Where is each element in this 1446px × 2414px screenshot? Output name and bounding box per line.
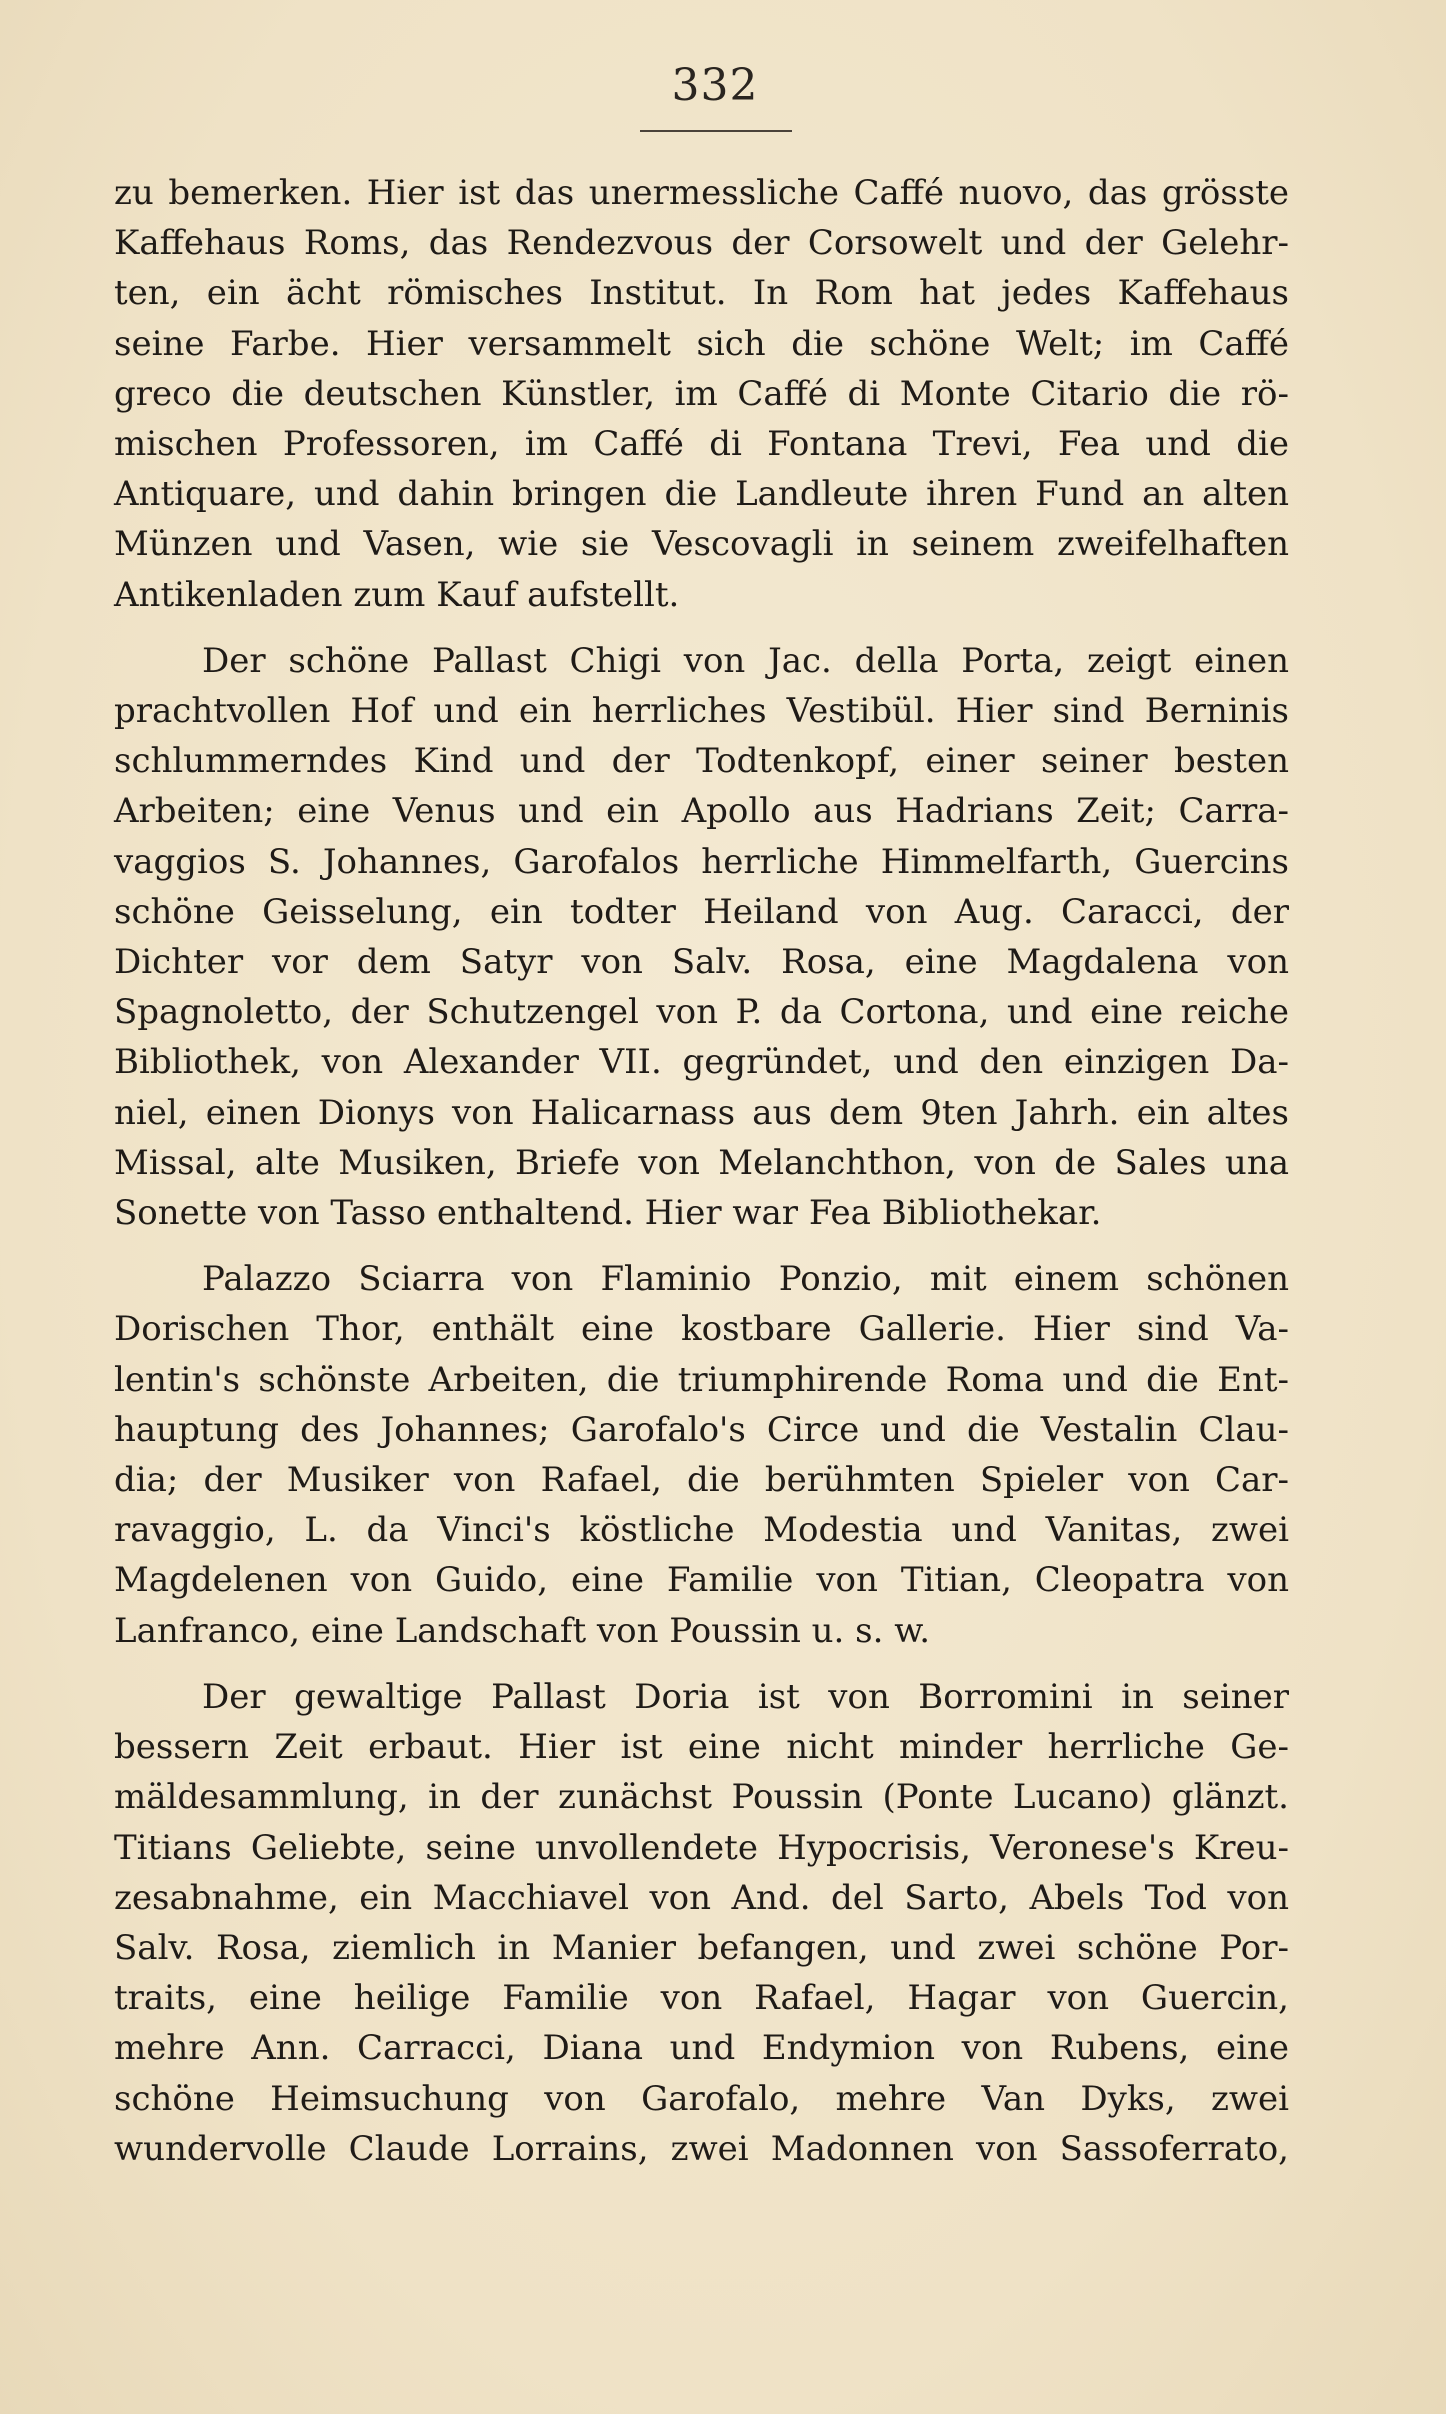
text-line: Arbeiten; eine Venus und ein Apollo aus Hadrians Zeit; Carra- (114, 791, 1289, 832)
text-line: schöne Geisselung, ein todter Heiland von Aug. Caracci, der (114, 891, 1289, 932)
paragraph-palazzo-chigi (114, 636, 1289, 1238)
text-line: greco die deutschen Künstler, im Caffé di Monte Citario die rö- (114, 373, 1289, 414)
text-line: zu bemerken. Hier ist das unermessliche Caffé nuovo, das grösste (114, 173, 1289, 213)
text-line: Palazzo Sciarra von Flaminio Ponzio, mit einem schönen (202, 1259, 1289, 1300)
text-line: Missal, alte Musiken, Briefe von Melanchthon, von de Sales una (114, 1142, 1289, 1183)
text-line: Der schöne Pallast Chigi von Jac. della Porta, zeigt einen (202, 640, 1289, 681)
text-line: Kaffehaus Roms, das Rendezvous der Corsowelt und der Gelehr- (114, 223, 1289, 264)
text-line: bessern Zeit erbaut. Hier ist eine nicht minder herrliche Ge- (114, 1727, 1289, 1768)
text-line: lentin's schönste Arbeiten, die triumphirende Roma und die Ent- (114, 1359, 1289, 1400)
text-line: Münzen und Vasen, wie sie Vescovagli in seinem zweifelhaften (114, 524, 1289, 565)
text-line: schöne Heimsuchung von Garofalo, mehre Van Dyks, zwei (114, 2078, 1289, 2119)
text-line: Antikenladen zum Kauf aufstellt. (114, 574, 680, 615)
text-line: ravaggio, L. da Vinci's köstliche Modestia und Vanitas, zwei (114, 1510, 1289, 1551)
paragraph-palazzo-doria (114, 1672, 1289, 2174)
text-line: Lanfranco, eine Landschaft von Poussin u. s. w. (114, 1610, 931, 1651)
text-line: seine Farbe. Hier versammelt sich die schöne Welt; im Caffé (114, 323, 1289, 364)
text-line: traits, eine heilige Familie von Rafael, Hagar von Guercin, (114, 1978, 1289, 2019)
page-number-rule (640, 130, 792, 132)
text-line: Der gewaltige Pallast Doria ist von Borromini in seiner (202, 1676, 1289, 1717)
paragraph-palazzo-sciarra (114, 1254, 1289, 1656)
text-line: Dichter vor dem Satyr von Salv. Rosa, eine Magdalena von (114, 942, 1289, 983)
text-line: niel, einen Dionys von Halicarnass aus dem 9ten Jahrh. ein altes (114, 1092, 1289, 1133)
text-line: wundervolle Claude Lorrains, zwei Madonnen von Sassoferrato, (114, 2128, 1289, 2169)
text-line: hauptung des Johannes; Garofalo's Circe und die Vestalin Clau- (114, 1409, 1289, 1450)
text-line: Bibliothek, von Alexander VII. gegründet, und den einzigen Da- (114, 1042, 1289, 1083)
text-line: Dorischen Thor, enthält eine kostbare Gallerie. Hier sind Va- (114, 1309, 1289, 1350)
text-line: Magdelenen von Guido, eine Familie von Titian, Cleopatra von (114, 1560, 1289, 1601)
text-line: ten, ein ächt römisches Institut. In Rom hat jedes Kaffehaus (114, 273, 1289, 314)
text-line: mehre Ann. Carracci, Diana und Endymion von Rubens, eine (114, 2028, 1289, 2069)
text-line: Salv. Rosa, ziemlich in Manier befangen, und zwei schöne Por- (114, 1927, 1289, 1968)
page-number: 332 (671, 60, 759, 111)
text-line: Titians Geliebte, seine unvollendete Hypocrisis, Veronese's Kreu- (114, 1827, 1289, 1868)
paragraph-cafe-nuovo (114, 168, 1289, 620)
body-text (114, 168, 1289, 2174)
text-line: prachtvollen Hof und ein herrliches Vestibül. Hier sind Berninis (114, 691, 1289, 732)
text-line: mischen Professoren, im Caffé di Fontana Trevi, Fea und die (114, 424, 1289, 465)
text-line: Spagnoletto, der Schutzengel von P. da Cortona, und eine reiche (114, 992, 1289, 1033)
text-line: Sonette von Tasso enthaltend. Hier war Fea Bibliothekar. (114, 1193, 1102, 1234)
text-line: schlummerndes Kind und der Todtenkopf, einer seiner besten (114, 741, 1289, 782)
text-line: zesabnahme, ein Macchiavel von And. del Sarto, Abels Tod von (114, 1877, 1289, 1918)
text-line: vaggios S. Johannes, Garofalos herrliche Himmelfarth, Guercins (114, 841, 1289, 882)
text-line: mäldesammlung, in der zunächst Poussin (Ponte Lucano) glänzt. (114, 1777, 1289, 1818)
text-line: dia; der Musiker von Rafael, die berühmten Spieler von Car- (114, 1460, 1289, 1501)
text-line: Antiquare, und dahin bringen die Landleute ihren Fund an alten (114, 474, 1289, 515)
